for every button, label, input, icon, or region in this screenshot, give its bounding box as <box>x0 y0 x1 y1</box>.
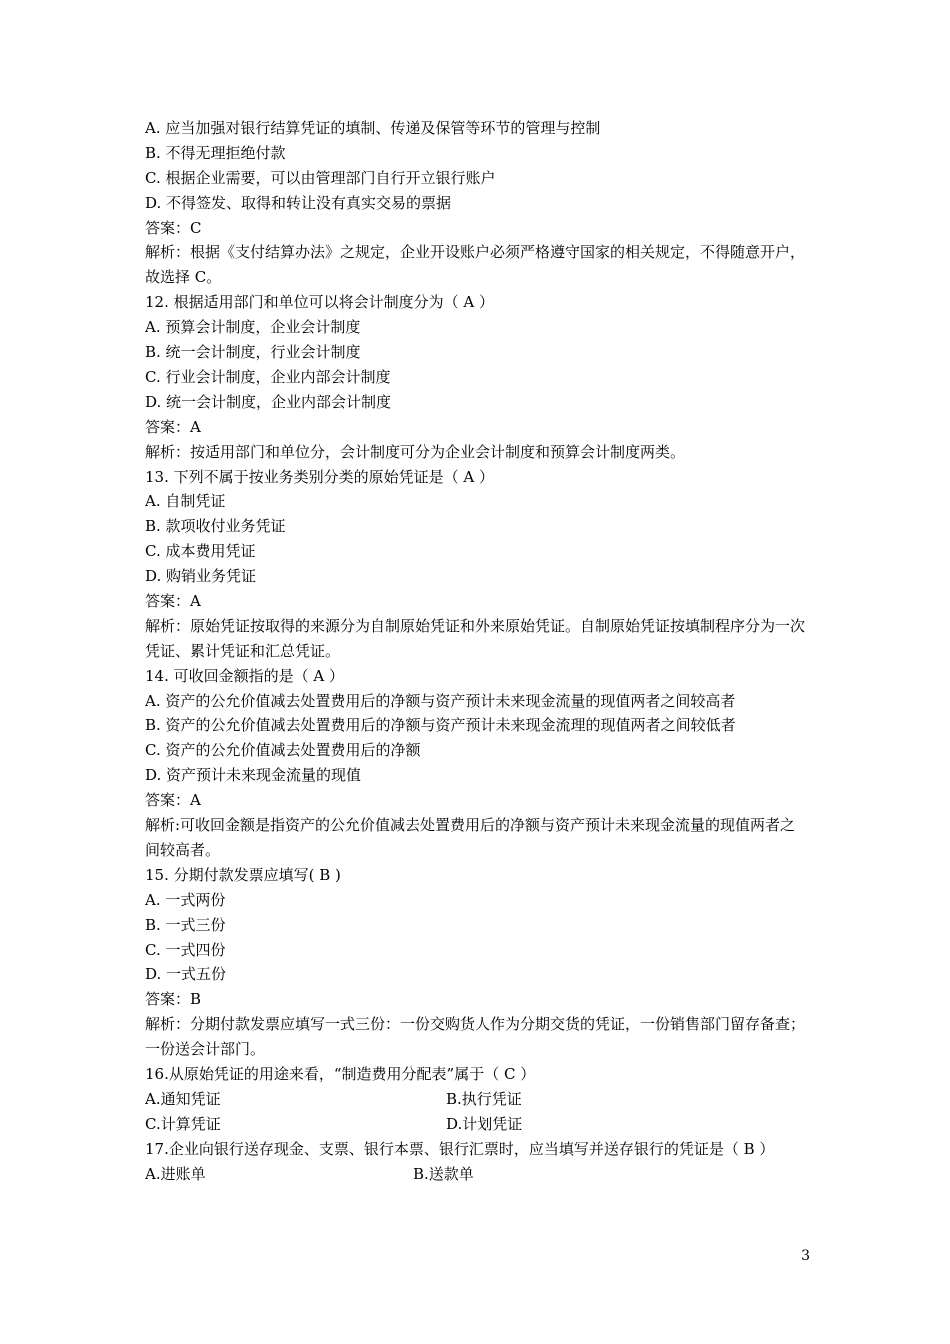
option-d: D. 资产预计未来现金流量的现值 <box>145 766 362 785</box>
option-c: C. 一式四份 <box>145 940 226 959</box>
option-a: A. 应当加强对银行结算凭证的填制、传递及保管等环节的管理与控制 <box>145 119 601 137</box>
option-row <box>145 1112 810 1137</box>
answer: 答案：B <box>145 990 202 1009</box>
option-d: D. 购销业务凭证 <box>145 567 257 586</box>
option-a: A.通知凭证 <box>145 1089 221 1108</box>
option-c: C. 资产的公允价值减去处置费用后的净额 <box>145 741 421 760</box>
option-d: D.计划凭证 <box>446 1114 523 1133</box>
option-c: C.计算凭证 <box>145 1114 221 1133</box>
option-c: C. 行业会计制度，企业内部会计制度 <box>145 367 391 386</box>
question-11 <box>145 116 810 290</box>
question-text: 17.企业向银行送存现金、支票、银行本票、银行汇票时，应当填写并送存银行的凭证是（ B ） <box>145 1139 775 1158</box>
option-b: B. 统一会计制度，行业会计制度 <box>145 343 361 362</box>
analysis: 解析：按适用部门和单位分，会计制度可分为企业会计制度和预算会计制度两类。 <box>145 442 686 461</box>
question-text: 16.从原始凭证的用途来看，“制造费用分配表”属于（ C ） <box>145 1064 536 1083</box>
option-b: B. 一式三份 <box>145 915 226 934</box>
analysis: 解析：根据《支付结算办法》之规定，企业开设账户必须严格遵守国家的相关规定，不得随意开户，故选择 C。 <box>145 243 806 287</box>
question-16 <box>145 1062 810 1137</box>
option-b: B.执行凭证 <box>446 1089 522 1108</box>
option-a: A. 资产的公允价值减去处置费用后的净额与资产预计未来现金流量的现值两者之间较高者 <box>145 691 736 710</box>
option-b: B. 款项收付业务凭证 <box>145 517 286 536</box>
option-d: D. 不得签发、取得和转让没有真实交易的票据 <box>145 193 452 212</box>
option-b: B. 不得无理拒绝付款 <box>145 143 286 162</box>
question-13 <box>145 465 810 664</box>
answer: 答案：A <box>145 791 201 810</box>
question-17 <box>145 1137 810 1187</box>
option-c: C. 根据企业需要，可以由管理部门自行开立银行账户 <box>145 168 496 187</box>
question-15 <box>145 863 810 1062</box>
question-12 <box>145 290 810 464</box>
answer: 答案：A <box>145 591 201 610</box>
question-text: 14. 可收回金额指的是（ A ） <box>145 666 344 685</box>
option-b: B.送款单 <box>413 1164 474 1183</box>
option-b: B. 资产的公允价值减去处置费用后的净额与资产预计未来现金流理的现值两者之间较低者 <box>145 716 736 735</box>
question-text: 13. 下列不属于按业务类别分类的原始凭证是（ A ） <box>145 467 494 486</box>
question-14 <box>145 664 810 863</box>
option-c: C. 成本费用凭证 <box>145 542 256 561</box>
option-a: A. 自制凭证 <box>145 492 226 511</box>
option-row <box>145 1087 810 1112</box>
answer: 答案：C <box>145 218 202 237</box>
option-row <box>145 1162 810 1187</box>
option-d: D. 一式五份 <box>145 965 227 984</box>
answer: 答案：A <box>145 417 201 436</box>
option-a: A. 预算会计制度，企业会计制度 <box>145 318 361 337</box>
option-a: A. 一式两份 <box>145 890 226 909</box>
option-d: D. 统一会计制度，企业内部会计制度 <box>145 392 392 411</box>
question-text: 15. 分期付款发票应填写( B ) <box>145 865 341 884</box>
analysis: 解析：分期付款发票应填写一式三份：一份交购货人作为分期交货的凭证，一份销售部门留存备查；一份送会计部门。 <box>145 1015 806 1059</box>
analysis: 解析：原始凭证按取得的来源分为自制原始凭证和外来原始凭证。自制原始凭证按填制程序分为一次凭证、累计凭证和汇总凭证。 <box>145 616 806 660</box>
page-number: 3 <box>801 1248 810 1264</box>
analysis: 解析:可收回金额是指资产的公允价值减去处置费用后的净额与资产预计未来现金流量的现值两者之间较高者。 <box>145 816 796 859</box>
option-a: A.进账单 <box>145 1164 206 1183</box>
page-content <box>145 116 810 1186</box>
question-text: 12. 根据适用部门和单位可以将会计制度分为（ A ） <box>145 293 494 312</box>
